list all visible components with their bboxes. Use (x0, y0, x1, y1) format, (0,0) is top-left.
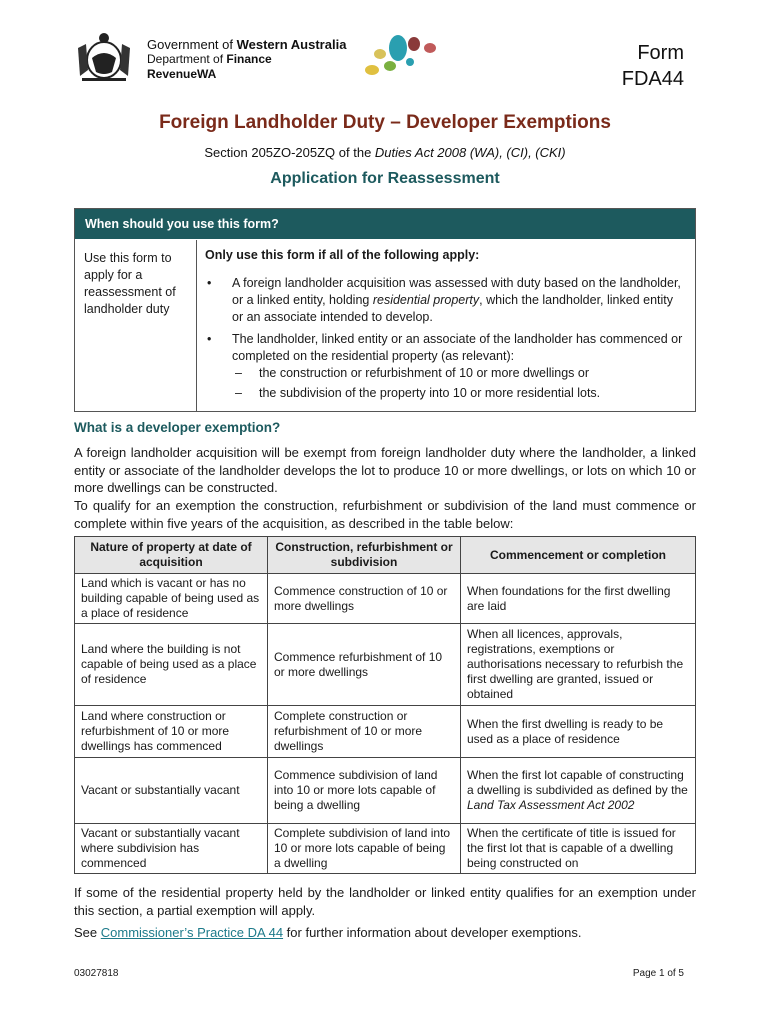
dash-item: – the subdivision of the property into 10 or more residential lots. (235, 386, 601, 400)
page-number: Page 1 of 5 (632, 968, 684, 979)
table-cell: Vacant or substantially vacant (75, 758, 268, 824)
table-header-row (75, 537, 696, 574)
page-subtitle: Section 205ZO-205ZQ of the Duties Act 2008 (WA), (CI), (CKI) (204, 145, 566, 160)
section-heading: What is a developer exemption? (74, 420, 281, 435)
government-name: Government of Western Australia Department of Finance RevenueWA (147, 37, 347, 81)
table-row (75, 824, 696, 874)
application-title: Application for Reassessment (270, 170, 500, 187)
table-cell: Commence construction of 10 or more dwellings (268, 574, 461, 624)
paragraph: A foreign landholder acquisition will be exempt from foreign landholder duty where the landholder, a linked entity or associate of the landholder develops the lot to produce 10 or more dwellings, or lots on which 10 or more dwellings can be constructed. (74, 445, 696, 495)
when-box-left-cell (75, 240, 197, 411)
bullet-icon: • (207, 332, 212, 346)
paragraph: If some of the residential property held by the landholder or linked entity qualifies for an exemption under this section, a partial exemption will apply. (74, 885, 696, 918)
table-header-cell: Construction, refurbishment or subdivision (268, 537, 461, 574)
dash-item: – the construction or refurbishment of 10 or more dwellings or (235, 366, 590, 380)
when-box-left-text: Use this form to apply for a reassessment of landholder duty (84, 251, 176, 316)
commissioners-practice-link[interactable]: Commissioner’s Practice DA 44 (100, 925, 284, 940)
page-title: Foreign Landholder Duty – Developer Exemptions (159, 112, 611, 133)
table-cell: Land which is vacant or has no building capable of being used as a place of residence (75, 574, 268, 624)
table-cell: Vacant or substantially vacant where subdivision has commenced (75, 824, 268, 874)
table-row (75, 624, 696, 706)
when-box-right-heading: Only use this form if all of the following apply: (205, 248, 480, 262)
table-row (75, 574, 696, 624)
paragraph: To qualify for an exemption the construction, refurbishment or subdivision of the land must commence or complete within five years of the acquisition, as described in the table below: (74, 498, 696, 531)
table-cell: Land where the building is not capable of being used as a place of residence (75, 624, 268, 706)
bullet-item: • A foreign landholder acquisition was assessed with duty based on the landholder, or a linked entity, holding residential property, which the landholder, linked entity or an associate intended to develop. (207, 276, 681, 324)
table-cell: Commence subdivision of land into 10 or more lots capable of being a dwelling (268, 758, 461, 824)
bullet-icon: • (207, 276, 212, 290)
wa-crest-logo (72, 30, 136, 84)
document-number: 03027818 (74, 968, 119, 979)
table-cell: When foundations for the first dwelling are laid (461, 574, 696, 624)
table-header-cell: Nature of property at date of acquisition (75, 537, 268, 574)
table-cell: When the certificate of title is issued for the first lot that is capable of a dwelling being constructed on (461, 824, 696, 874)
bullet-item: • The landholder, linked entity or an associate of the landholder has commenced or completed on the residential property (as relevant): (207, 332, 683, 363)
table-row (75, 758, 696, 824)
form-identifier: Form FDA44 (621, 42, 684, 90)
table-cell: Complete subdivision of land into 10 or more lots capable of being a dwelling (268, 824, 461, 874)
table-row (75, 706, 696, 758)
when-box-header: When should you use this form? (75, 209, 695, 239)
exemptions-table (74, 536, 696, 874)
table-cell: Commence refurbishment of 10 or more dwellings (268, 624, 461, 706)
table-cell: When all licences, approvals, registrations, exemptions or authorisations necessary to refurbish the first dwelling are granted, issued or obtained (461, 624, 696, 706)
dash-icon: – (235, 366, 242, 380)
table-cell: When the first dwelling is ready to be used as a place of residence (461, 706, 696, 758)
when-to-use-box (74, 208, 696, 412)
revenuewa-logo-icon (360, 32, 450, 82)
table-cell: Complete construction or refurbishment of 10 or more dwellings (268, 706, 461, 758)
see-also-line: See Commissioner’s Practice DA 44 for further information about developer exemptions. (74, 925, 582, 940)
dash-icon: – (235, 386, 242, 400)
table-header-cell: Commencement or completion (461, 537, 696, 574)
table-cell: Land where construction or refurbishment of 10 or more dwellings has commenced (75, 706, 268, 758)
table-cell: When the first lot capable of constructing a dwelling is subdivided as defined by the Land Tax Assessment Act 2002 (461, 758, 696, 824)
